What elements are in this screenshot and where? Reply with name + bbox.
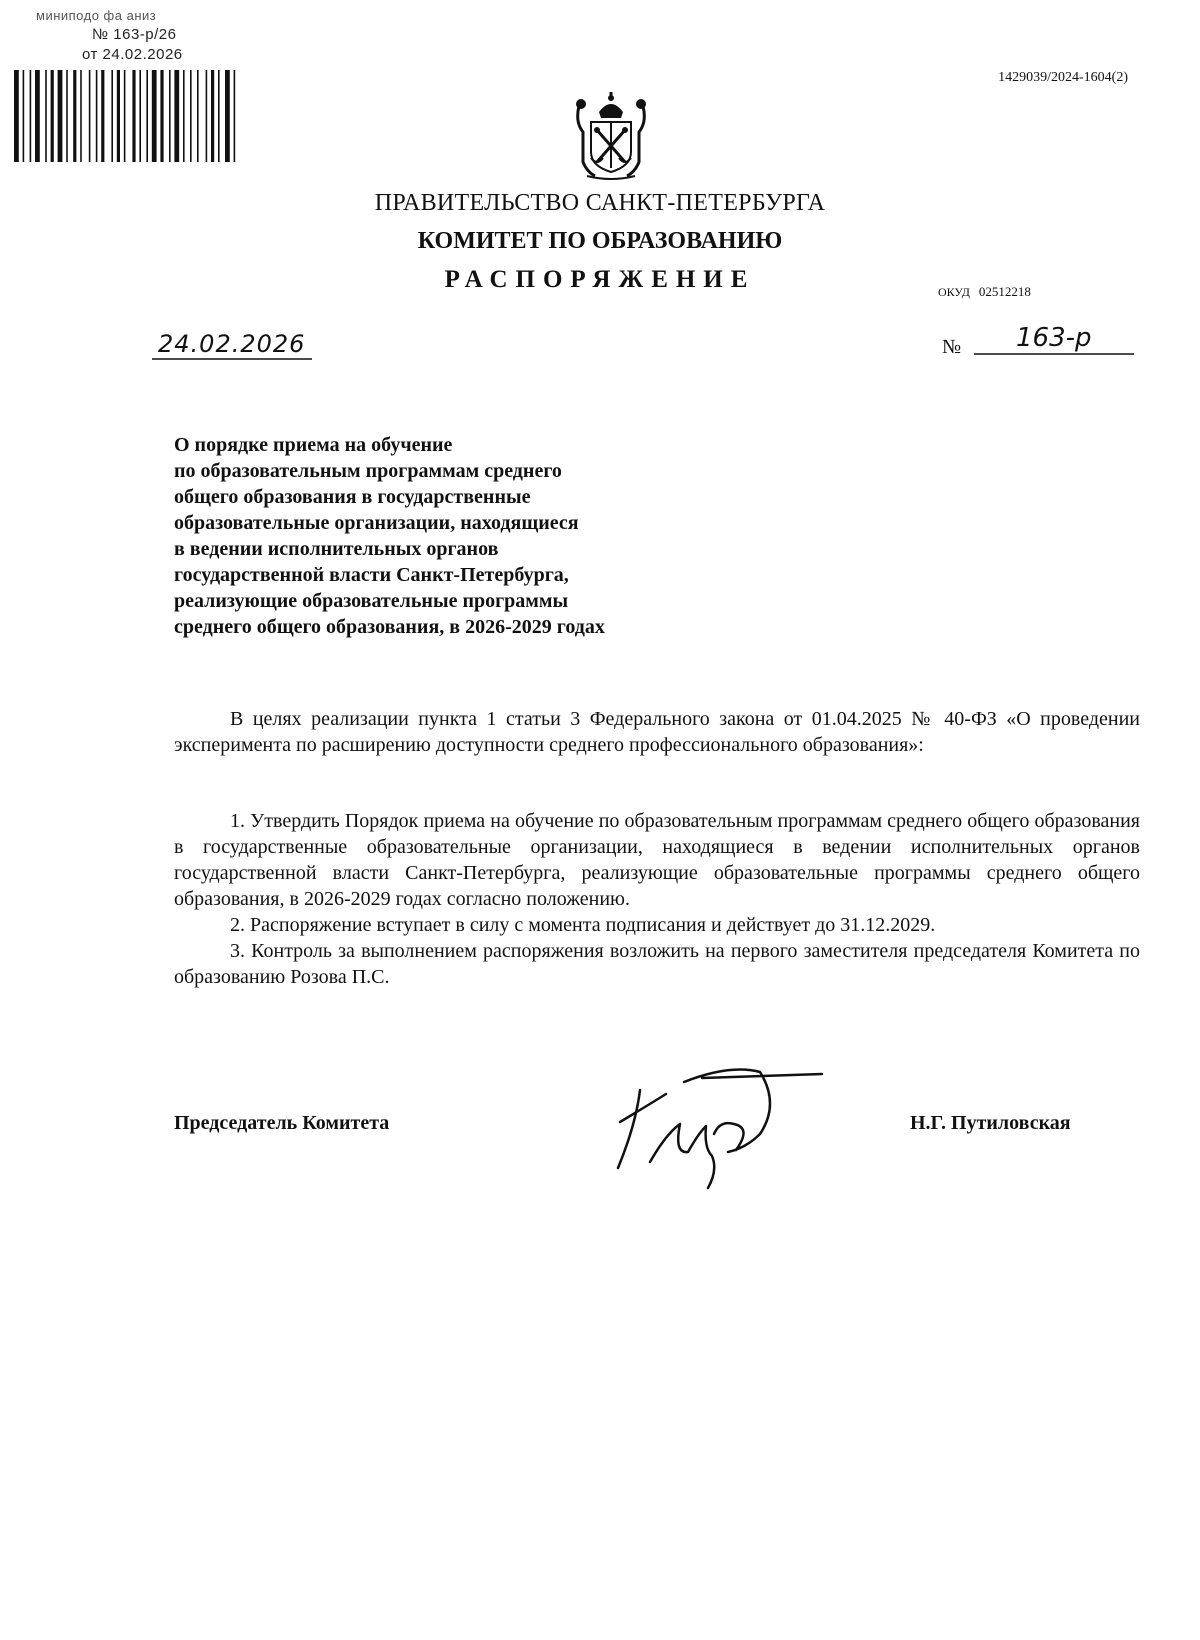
handwritten-number-text: 163-р	[1016, 323, 1092, 353]
barcode-bar	[206, 70, 208, 162]
barcode-bar	[117, 70, 120, 162]
committee-title: КОМИТЕТ ПО ОБРАЗОВАНИЮ	[417, 228, 783, 254]
saint-petersburg-coat-of-arms-icon	[573, 92, 649, 182]
barcode-icon	[14, 70, 250, 162]
handwritten-date	[152, 326, 320, 364]
barcode-bar	[51, 70, 54, 162]
government-title: ПРАВИТЕЛЬСТВО САНКТ-ПЕТЕРБУРГА	[374, 190, 826, 216]
stamp-date: от 24.02.2026	[82, 46, 183, 63]
okud-code: 02512218	[978, 284, 1031, 299]
preamble-paragraph: В целях реализации пункта 1 статьи 3 Федерального закона от 01.04.2025 № 40-ФЗ «О проведении эксперимента по расширению доступности среднего профессионального образования»:	[174, 708, 1140, 756]
barcode-bar	[14, 70, 19, 162]
barcode-bar	[66, 70, 68, 162]
barcode-bar	[234, 70, 236, 162]
barcode-bar	[169, 70, 171, 162]
barcode-bar	[30, 70, 32, 162]
barcode-bar	[225, 70, 230, 162]
barcode-bar	[190, 70, 192, 162]
document-type: РАСПОРЯЖЕНИЕ	[444, 266, 756, 293]
barcode-bar	[96, 70, 98, 162]
barcode-bar	[132, 70, 135, 162]
barcode-bar	[80, 70, 82, 162]
subject-line: в ведении исполнительных органов	[174, 538, 499, 560]
barcode-bar	[139, 70, 141, 162]
signatory-name: Н.Г. Путиловская	[910, 1112, 1071, 1134]
barcode-bar	[160, 70, 163, 162]
barcode-bar	[211, 70, 214, 162]
barcode-bar	[152, 70, 157, 162]
order-items	[174, 808, 1140, 990]
order-item-1: 1. Утвердить Порядок приема на обучение по образовательным программам среднего общего образования в государственные образовательные организации, находящиеся в ведении исполнительных органов государственной власти Санкт-Петербурга, реализующие образовательные программы среднего общего образования, в 2026-2029 годах согласно положению.	[174, 810, 1140, 910]
subject-line: общего образования в государственные	[174, 486, 531, 508]
barcode-bar	[89, 70, 91, 162]
document-number-label: №	[942, 336, 962, 358]
subject-line: реализующие образовательные программы	[174, 590, 569, 612]
subject-line: среднего общего образования, в 2026-2029 годах	[174, 616, 605, 638]
document-reference: 1429039/2024-1604(2)	[998, 70, 1128, 85]
barcode-bar	[58, 70, 63, 162]
order-item-3: 3. Контроль за выполнением распоряжения возложить на первого заместителя председателя Комитета по образованию Розова П.С.	[174, 940, 1140, 988]
barcode-bar	[174, 70, 179, 162]
barcode-bar	[183, 70, 185, 162]
barcode-bar	[124, 70, 126, 162]
barcode-bar	[218, 70, 220, 162]
barcode-bar	[146, 70, 148, 162]
handwritten-date-text: 24.02.2026	[158, 330, 306, 358]
barcode-bar	[197, 70, 199, 162]
document-subject	[174, 432, 734, 640]
barcode-bar	[23, 70, 25, 162]
okud-label: ОКУД	[938, 285, 970, 299]
stamp-header-text: миниподо фа аниз	[36, 8, 157, 23]
barcode-bar	[45, 70, 47, 162]
barcode-bar	[101, 70, 104, 162]
barcode-bar	[111, 70, 113, 162]
order-item-2: 2. Распоряжение вступает в силу с момента подписания и действует до 31.12.2029.	[230, 914, 936, 936]
subject-line: образовательные организации, находящиеся	[174, 512, 579, 534]
subject-line: О порядке приема на обучение	[174, 434, 453, 456]
subject-line: государственной власти Санкт-Петербурга,	[174, 564, 569, 586]
stamp-number: № 163-р/26	[92, 26, 177, 43]
subject-line: по образовательным программам среднего	[174, 460, 562, 482]
barcode-bar	[35, 70, 40, 162]
handwritten-number	[968, 318, 1136, 378]
barcode-bar	[73, 70, 76, 162]
okud	[938, 284, 1031, 300]
handwritten-signature	[610, 1064, 824, 1192]
signatory-title: Председатель Комитета	[174, 1112, 390, 1134]
